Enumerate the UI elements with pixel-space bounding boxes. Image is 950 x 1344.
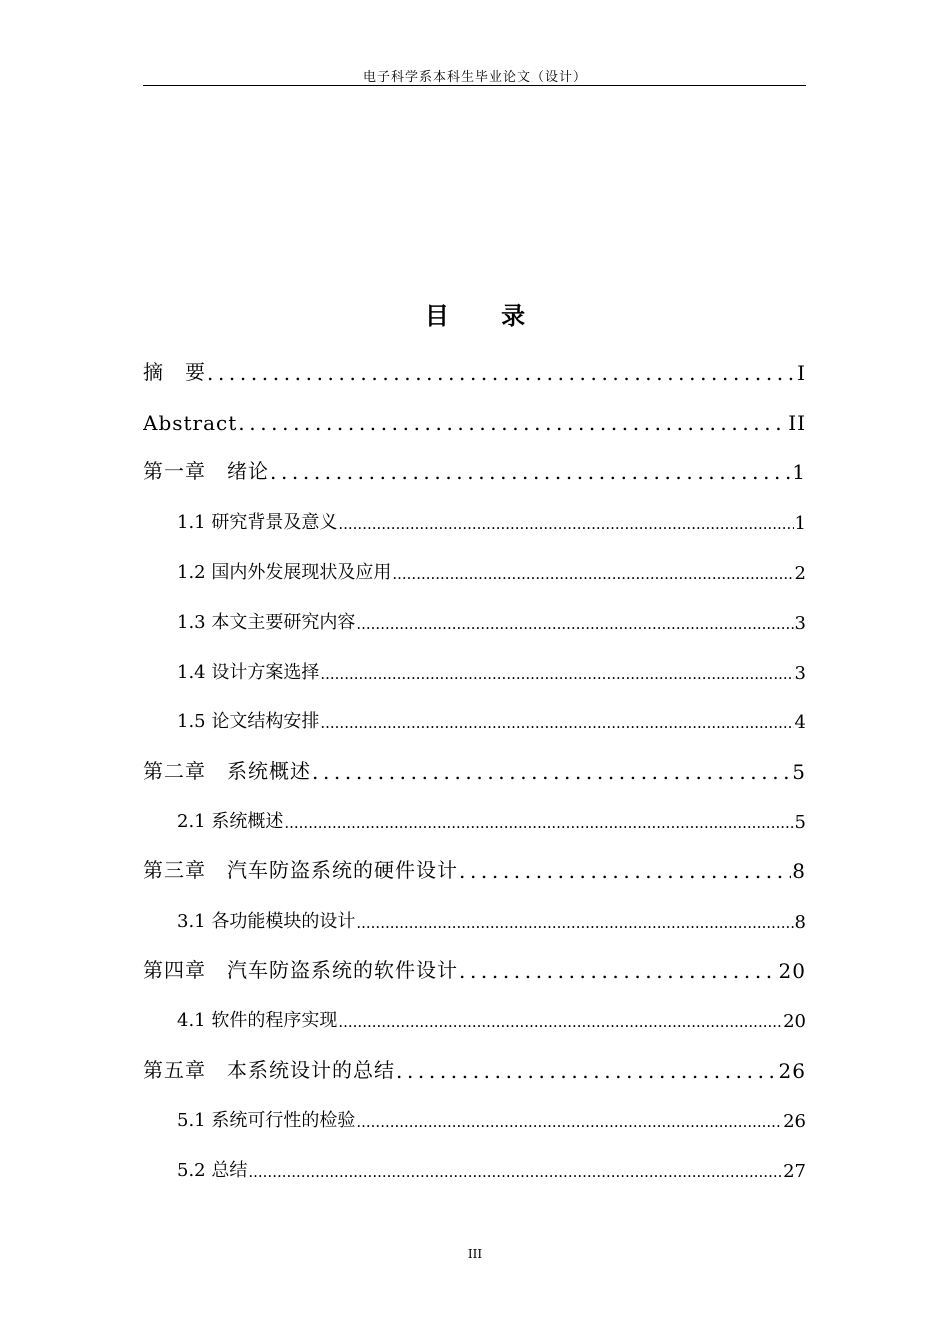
toc-entry-page: 5: [794, 812, 806, 833]
toc-entry[interactable]: [143, 654, 806, 684]
toc-entry-label: 1.4 设计方案选择: [177, 662, 320, 683]
toc-entry[interactable]: [143, 554, 806, 584]
toc-entry-page: I: [797, 361, 806, 385]
toc-entry-label: 第一章 绪论: [143, 459, 269, 483]
toc-entry-label: 3.1 各功能模块的设计: [177, 911, 356, 932]
toc-entry[interactable]: [143, 405, 806, 435]
toc-entry[interactable]: [143, 1152, 806, 1182]
page-number: III: [467, 1247, 483, 1261]
header-rule: [143, 85, 806, 86]
toc-entry-label: 1.2 国内外发展现状及应用: [177, 562, 392, 583]
toc-entry-page: 8: [794, 912, 806, 933]
toc-entry-page: 4: [794, 712, 806, 733]
dot-leader: [207, 361, 796, 385]
dot-leader: [396, 1059, 778, 1083]
toc-entry-page: II: [788, 411, 806, 435]
toc-entry-label: 4.1 软件的程序实现: [177, 1010, 338, 1031]
dot-leader: [238, 411, 787, 435]
toc-entry-page: 2: [794, 563, 806, 584]
dot-leader: [392, 563, 793, 584]
dot-leader: [284, 812, 793, 833]
dot-leader: [459, 859, 791, 883]
toc-entry[interactable]: [143, 454, 806, 484]
toc-entry[interactable]: [143, 1002, 806, 1032]
dot-leader: [248, 1161, 782, 1182]
dot-leader: [320, 663, 793, 684]
toc-entry[interactable]: [143, 1053, 806, 1083]
toc-entry-label: 第五章 本系统设计的总结: [143, 1058, 395, 1082]
toc-entry[interactable]: [143, 953, 806, 983]
toc-entry[interactable]: [143, 355, 806, 385]
toc-entry-label: 5.2 总结: [177, 1160, 248, 1181]
toc-entry[interactable]: [143, 604, 806, 634]
toc-entry-label: 第二章 系统概述: [143, 759, 311, 783]
toc-entry-page: 1: [794, 513, 806, 534]
toc-entry[interactable]: [143, 803, 806, 833]
toc-title: 目 录: [424, 301, 548, 330]
toc-entry-page: 27: [783, 1161, 806, 1182]
toc-entry-page: 20: [778, 959, 806, 983]
toc-entry[interactable]: [143, 754, 806, 784]
toc-entry[interactable]: [143, 504, 806, 534]
dot-leader: [356, 1111, 782, 1132]
toc-entry-page: 26: [778, 1059, 806, 1083]
toc-entry-page: 3: [794, 613, 806, 634]
dot-leader: [270, 460, 791, 484]
toc-entry-page: 26: [783, 1111, 806, 1132]
toc-entry[interactable]: [143, 1102, 806, 1132]
toc-entry-page: 1: [792, 460, 806, 484]
toc-entry-label: 第四章 汽车防盗系统的软件设计: [143, 958, 458, 982]
toc-entry[interactable]: [143, 703, 806, 733]
dot-leader: [356, 613, 793, 634]
dot-leader: [338, 513, 793, 534]
toc-entry-label: 2.1 系统概述: [177, 811, 284, 832]
dot-leader: [338, 1011, 782, 1032]
dot-leader: [320, 712, 793, 733]
toc-entry-label: 1.5 论文结构安排: [177, 711, 320, 732]
toc-entry[interactable]: [143, 903, 806, 933]
toc-entry-label: 1.3 本文主要研究内容: [177, 612, 356, 633]
running-header: 电子科学系本科生毕业论文（设计）: [362, 70, 587, 85]
toc-entry-label: 1.1 研究背景及意义: [177, 512, 338, 533]
toc-entry-page: 3: [794, 663, 806, 684]
toc-entry-page: 5: [792, 760, 806, 784]
toc-entry-label: 5.1 系统可行性的检验: [177, 1110, 356, 1131]
toc-entry-label: Abstract: [143, 411, 238, 435]
toc-entry-label: 摘 要: [143, 360, 206, 384]
dot-leader: [312, 760, 791, 784]
dot-leader: [356, 912, 793, 933]
toc-entry-page: 8: [792, 859, 806, 883]
toc-entry[interactable]: [143, 853, 806, 883]
dot-leader: [459, 959, 778, 983]
toc-entry-page: 20: [783, 1011, 806, 1032]
toc-entry-label: 第三章 汽车防盗系统的硬件设计: [143, 858, 458, 882]
